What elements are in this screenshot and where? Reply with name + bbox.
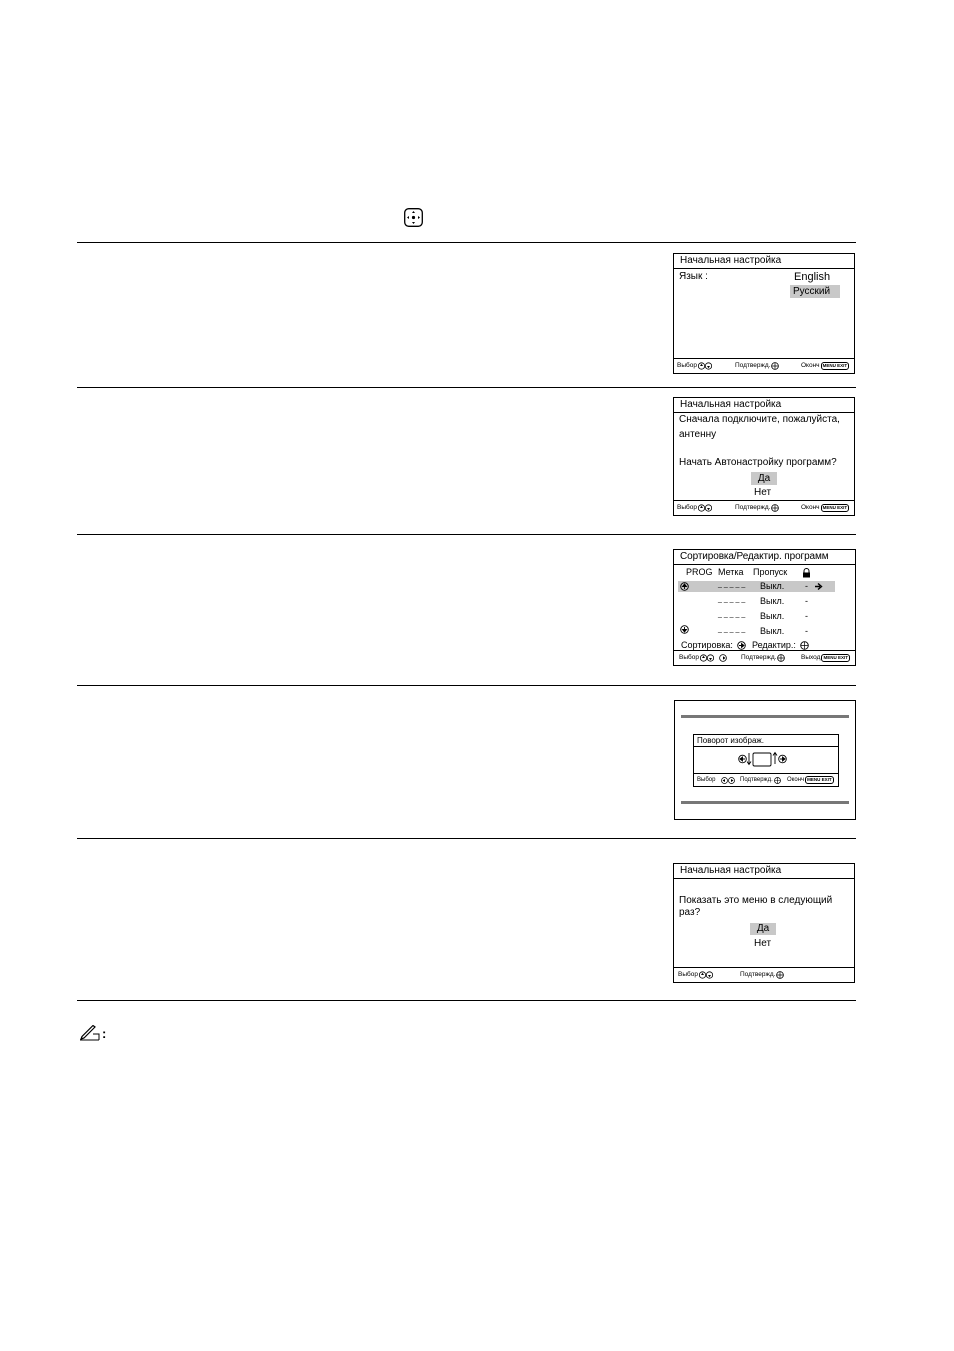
option-russian[interactable]: Русский <box>790 285 840 298</box>
row-skip: Выкл. <box>760 581 785 591</box>
column-header-skip: Пропуск <box>753 567 788 577</box>
row-label: _ _ _ _ _ <box>718 626 746 633</box>
frame-bar-bottom <box>681 801 849 804</box>
row-dash: - <box>805 596 808 606</box>
menu-exit-button-icon: MENU EXIT <box>822 363 848 368</box>
rotation-dialog <box>693 734 839 787</box>
ok-button-icon <box>404 208 423 227</box>
osd-footer <box>674 500 854 515</box>
dialog-title: Поворот изображ. <box>697 736 764 745</box>
osd-title: Сортировка/Редактир. программ <box>674 550 855 565</box>
dialog-divider <box>694 746 838 747</box>
footer-confirm: Подтвержд. <box>735 504 771 511</box>
menu-exit-button-icon: MENU EXIT <box>822 505 848 510</box>
sort-label: Сортировка: <box>681 640 733 650</box>
ok-icon <box>777 654 785 662</box>
footer-end: Выход <box>801 654 821 661</box>
leftright-arrows-icon <box>721 777 735 784</box>
footer-confirm: Подтвержд. <box>740 971 776 978</box>
osd-title: Начальная настройка <box>674 864 854 879</box>
note-colon: : <box>102 1025 107 1041</box>
divider <box>77 685 856 686</box>
osd-show-next-time-screen <box>673 863 855 983</box>
option-no[interactable]: Нет <box>754 487 772 498</box>
pencil-note-icon <box>79 1025 101 1041</box>
menu-exit-button-icon: MENU EXIT <box>807 777 832 782</box>
frame-bar-top <box>681 715 849 718</box>
footer-select: Выбор <box>697 777 716 783</box>
footer-select: Выбор <box>679 654 699 661</box>
message-line: антенну <box>679 429 717 440</box>
right-arrow-icon <box>814 582 823 591</box>
lock-icon <box>802 568 811 578</box>
osd-picture-rotation-screen <box>674 700 856 820</box>
footer-end: Оконч <box>801 362 820 369</box>
osd-program-sort-screen <box>673 549 856 666</box>
osd-title: Начальная настройка <box>674 398 854 413</box>
osd-autotune-screen <box>673 397 855 516</box>
option-no[interactable]: Нет <box>754 938 772 949</box>
message-line: Сначала подключите, пожалуйста, <box>679 414 840 425</box>
row-skip: Выкл. <box>760 596 785 606</box>
footer-confirm: Подтвержд. <box>741 654 777 661</box>
divider <box>77 838 856 839</box>
edit-label: Редактир.: <box>752 640 796 650</box>
osd-footer <box>674 650 855 665</box>
down-arrow-icon <box>680 625 689 634</box>
ok-icon <box>774 777 781 784</box>
menu-exit-button-icon: MENU EXIT <box>823 655 848 660</box>
divider <box>77 1000 856 1001</box>
row-skip: Выкл. <box>760 611 785 621</box>
ok-icon <box>776 971 784 979</box>
rotation-control-icon[interactable] <box>738 750 794 768</box>
option-yes[interactable]: Да <box>751 472 777 485</box>
row-label: _ _ _ _ _ <box>718 581 746 588</box>
updown-arrows-icon <box>698 504 712 512</box>
row-dash: - <box>805 626 808 636</box>
language-label: Язык : <box>679 271 708 282</box>
row-dash: - <box>805 581 808 591</box>
option-yes[interactable]: Да <box>750 923 776 935</box>
osd-footer <box>674 358 854 373</box>
ok-icon <box>800 641 809 650</box>
divider <box>77 534 856 535</box>
message-line: раз? <box>679 907 701 918</box>
row-dash: - <box>805 611 808 621</box>
ok-icon <box>771 362 779 370</box>
row-skip: Выкл. <box>760 626 785 636</box>
row-label: _ _ _ _ _ <box>718 611 746 618</box>
right-arrow-icon <box>719 654 728 662</box>
osd-footer <box>674 967 854 982</box>
column-header-prog: PROG <box>686 567 713 577</box>
message-line: Начать Автонастройку программ? <box>679 457 837 468</box>
selected-row-highlight <box>678 581 835 592</box>
dialog-footer <box>694 774 838 786</box>
footer-confirm: Подтвержд. <box>735 362 771 369</box>
message-line: Показать это меню в следующий <box>679 895 833 906</box>
divider <box>77 387 856 388</box>
up-arrow-icon <box>680 582 689 591</box>
row-label: _ _ _ _ _ <box>718 596 746 603</box>
footer-confirm: Подтвержд. <box>740 777 773 783</box>
divider <box>77 242 856 243</box>
column-header-label: Метка <box>718 567 744 577</box>
footer-end: Оконч <box>801 504 820 511</box>
osd-language-screen <box>673 253 855 374</box>
updown-arrows-icon <box>699 971 713 979</box>
updown-arrows-icon <box>700 654 714 662</box>
updown-arrows-icon <box>698 362 712 370</box>
option-english[interactable]: English <box>794 271 831 283</box>
footer-select: Выбор <box>678 971 698 978</box>
osd-title: Начальная настройка <box>674 254 854 269</box>
footer-end: Оконч <box>787 777 805 783</box>
right-arrow-icon <box>737 641 746 650</box>
footer-select: Выбор <box>677 504 697 511</box>
footer-select: Выбор <box>677 362 697 369</box>
note-marker <box>79 1024 106 1042</box>
ok-icon <box>771 504 779 512</box>
